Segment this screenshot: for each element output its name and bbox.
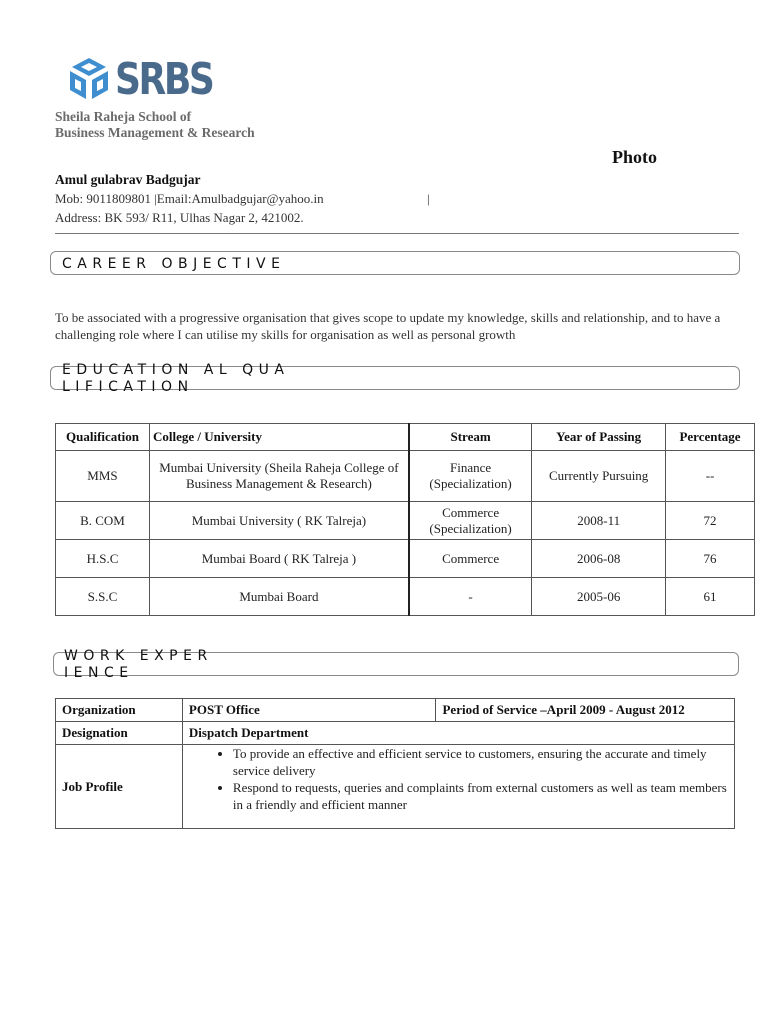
school-line-2: Business Management & Research [55,125,255,140]
col-header-college: College / University [149,424,408,451]
col-header-stream: Stream [409,424,532,451]
work-title-line-2: IENCE [64,665,134,681]
education-title-line-2: LIFICATION [62,379,194,395]
cell-qualification: H.S.C [56,540,150,578]
table-row [56,722,735,745]
cell-year: 2006-08 [532,540,666,578]
cell-college: Mumbai Board [149,578,408,616]
organization-label: Organization [56,699,183,722]
table-row [56,451,755,502]
job-profile-list [189,745,728,813]
candidate-name: Amul gulabrav Badgujar [55,172,201,187]
photo-label: Photo [612,147,657,167]
cell-stream: - [409,578,532,616]
cell-percentage: 61 [666,578,755,616]
contact-line: Mob: 9011809801 |Email:Amulbadgujar@yahoo.in [55,191,324,206]
cell-stream: Finance (Specialization) [409,451,532,502]
school-name [55,109,255,141]
list-item: • Respond to requests, queries and complaints from external customers as well as team members in a friendly and efficient manner [233,779,728,813]
cell-stream: Commerce (Specialization) [409,502,532,540]
address-line: Address: BK 593/ R11, Ulhas Nagar 2, 421002. [55,210,304,225]
cell-college: Mumbai Board ( RK Talreja ) [149,540,408,578]
cell-year: 2005-06 [532,578,666,616]
col-header-qualification: Qualification [56,424,150,451]
period-of-service: Period of Service –April 2009 - August 2012 [436,699,735,722]
education-header-row [56,424,755,451]
logo-text: SRBS [115,54,213,105]
table-row [56,502,755,540]
cell-college: Mumbai University ( RK Talreja) [149,502,408,540]
header-divider [55,233,739,234]
col-header-percentage: Percentage [666,424,755,451]
cell-year: Currently Pursuing [532,451,666,502]
col-header-year: Year of Passing [532,424,666,451]
cell-percentage: -- [666,451,755,502]
career-objective-title: CAREER OBJECTIVE [62,256,286,272]
list-item: • To provide an effective and efficient service to customers, ensuring the accurate and timely service delivery [233,745,728,779]
cube-icon [66,54,112,104]
cell-qualification: B. COM [56,502,150,540]
job-profile-label: Job Profile [56,745,183,829]
srbs-logo [66,54,213,106]
cell-stream: Commerce [409,540,532,578]
education-title-line-1: EDUCATION AL QUA [62,362,290,378]
cell-college: Mumbai University (Sheila Raheja College of Business Management & Research) [149,451,408,502]
organization-value: POST Office [182,699,436,722]
work-title-line-1: WORK EXPER [64,648,213,664]
cell-percentage: 72 [666,502,755,540]
school-line-1: Sheila Raheja School of [55,109,192,124]
job-profile-cell [182,745,734,829]
cell-qualification: MMS [56,451,150,502]
education-table [55,423,755,616]
designation-value: Dispatch Department [182,722,734,745]
career-objective-text: To be associated with a progressive organisation that gives scope to update my knowledge, skills and relationship, and to have a challenging role where I can utilise my skills for organisation as well as personal growth [55,310,721,342]
work-experience-table [55,698,735,829]
cell-year: 2008-11 [532,502,666,540]
cell-percentage: 76 [666,540,755,578]
table-row [56,699,735,722]
table-row [56,745,735,829]
cell-qualification: S.S.C [56,578,150,616]
contact-separator: | [427,191,430,206]
designation-label: Designation [56,722,183,745]
table-row [56,578,755,616]
table-row [56,540,755,578]
